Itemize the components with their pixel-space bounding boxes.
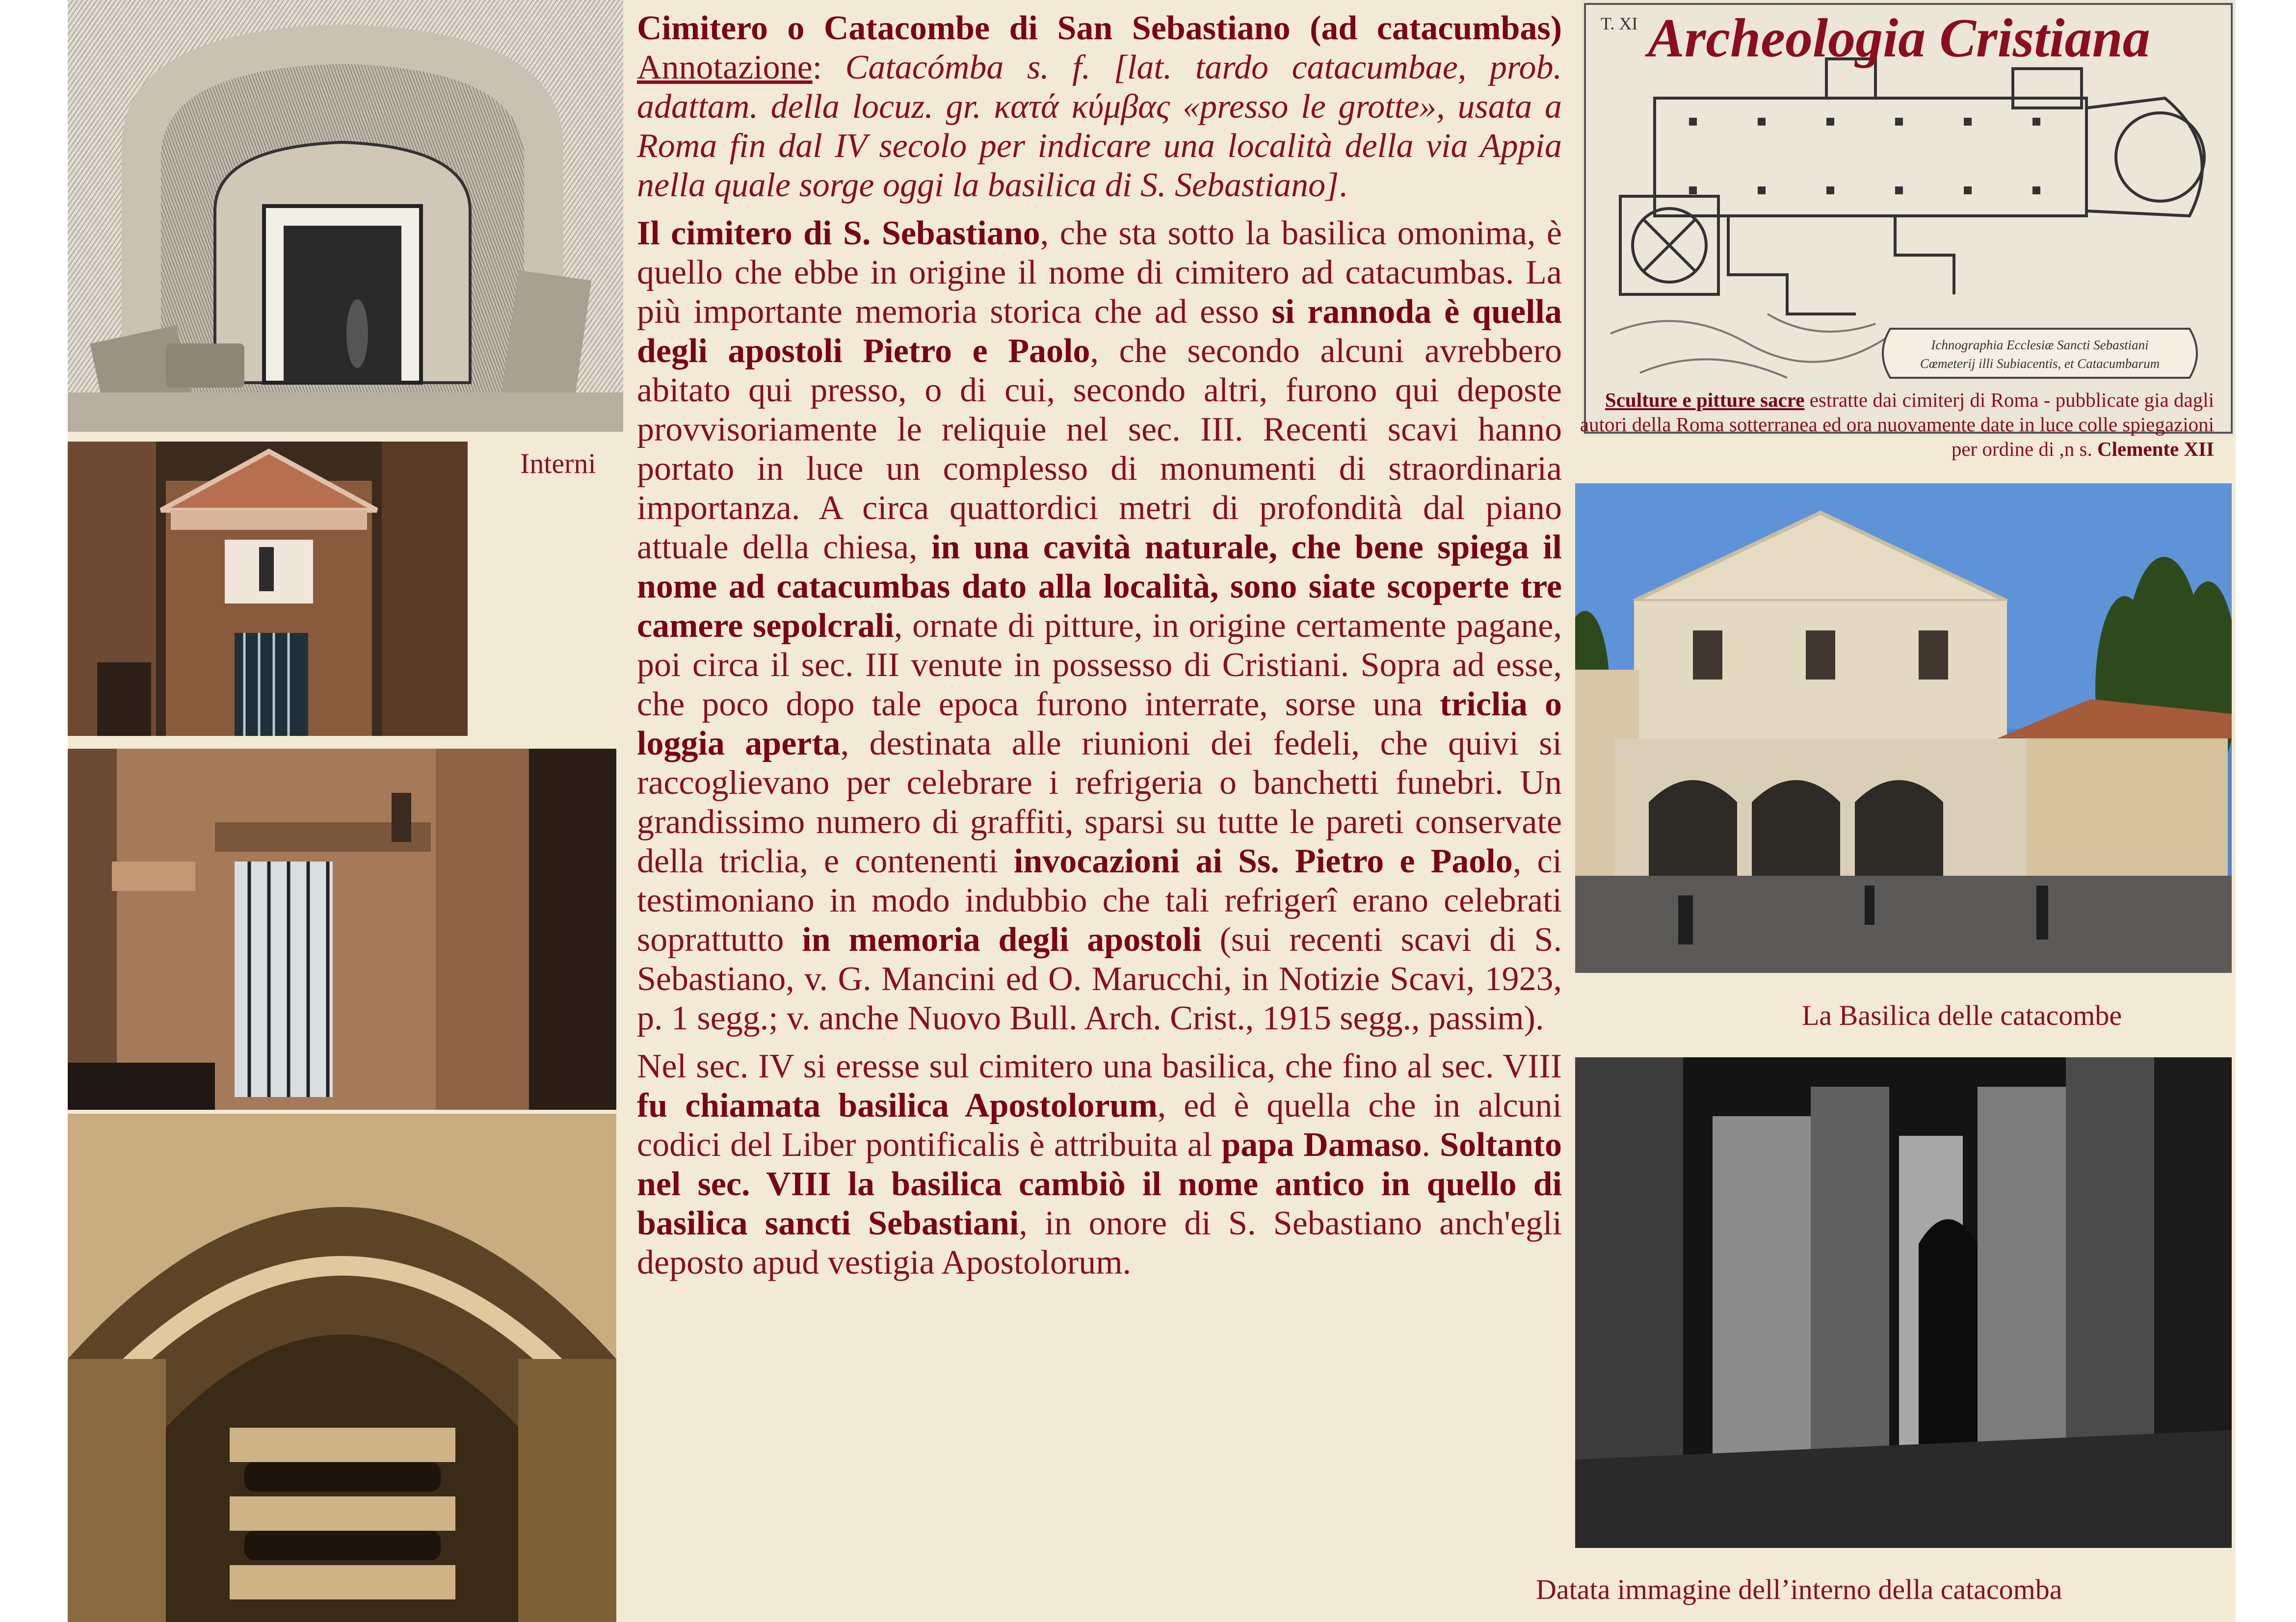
catacomb-interior-photo	[1575, 1057, 2232, 1548]
plan-source-caption: Sculture e pitture sacre estratte dai cimiterj di Roma - pubblicate gia dagli autori della Roma sotterranea ed ora nuovamente date in luce colle spiegazioni per ordine di ,n s. Clemente XII	[1580, 389, 2214, 460]
caption-basilica: La Basilica delle catacombe	[1802, 999, 2122, 1031]
paragraph-intro: Cimitero o Catacombe di San Sebastiano (ad catacumbas) Annotazione: Catacómba s. f. [lat. tardo catacumbae, prob. adattam. della locuz. gr. κατά κύμβας «presso le grotte», usata a Roma fin dal IV secolo per indicare una località della via Appia nella quale sorge oggi la basilica di S. Sebastiano].	[637, 9, 1562, 204]
paragraph-basilica: Nel sec. IV si eresse sul cimitero una basilica, che fino al sec. VIII fu chiamata basilica Apostolorum, ed è quella che in alcuni codici del Liber pontificalis è attribuita al papa Damaso. Soltanto nel sec. VIII la basilica cambiò il nome antico in quello di basilica sancti Sebastiani, in onore di S. Sebastiano anch'egli deposto apud vestigia Apostolorum.	[637, 1047, 1562, 1282]
plan-cartouche-line2: Cœmeterij illi Subiacentis, et Catacumbarum	[1920, 356, 2160, 371]
annotation-label: Annotazione	[637, 49, 813, 86]
tomb-facade-photo	[68, 442, 468, 736]
painted-vault-photo	[68, 1114, 616, 1622]
page-title: Archeologia Cristiana	[1648, 8, 2150, 69]
paragraph-history: Il cimitero di S. Sebastiano, che sta sotto la basilica omonima, è quello che ebbe in origine il nome di cimitero ad catacumbas. La più importante memoria storica che ad esso si rannoda è quella degli apostoli Pietro e Paolo, che secondo alcuni avrebbero abitato qui presso, o di cui, secondo altri, furono qui deposte provvisoriamente le reliquie nel sec. III. Recenti scavi hanno portato in luce un complesso di monumenti di straordinaria importanza. A circa quattordici metri di profondità dal piano attuale della chiesa, in una cavità naturale, che bene spiega il nome ad catacumbas dato alla località, sono siate scoperte tre camere sepolcrali, ornate di pitture, in origine certamente pagane, poi circa il sec. III venute in possesso di Cristiani. Sopra ad esse, che poco dopo tale epoca furono interrate, sorse una triclia o loggia aperta, destinata alle riunioni dei fedeli, che quivi si raccoglievano per celebrare i refrigeria o banchetti funebri. Un grandissimo numero di graffiti, sparsi su tutte le pareti conservate della triclia, e contenenti invocazioni ai Ss. Pietro e Paolo, ci testimoniano in modo indubbio che tali refrigerî erano celebrati soprattutto in memoria degli apostoli (sui recenti scavi di S. Sebastiano, v. G. Mancini ed O. Marucchi, in Notizie Scavi, 1923, p. 1 segg.; v. anche Nuovo Bull. Arch. Crist., 1915 segg., passim).	[637, 214, 1562, 1037]
caption-interior-old: Datata immagine dell’interno della catacomba	[1536, 1573, 2062, 1605]
plate-number: T. XI	[1601, 14, 1638, 33]
tomb-gate-photo	[68, 749, 616, 1110]
article-text	[637, 9, 1562, 1291]
caption-interni: Interni	[520, 447, 596, 479]
engraving-crypt-image	[68, 0, 623, 432]
plan-cartouche-line1: Ichnographia Ecclesiæ Sancti Sebastiani	[1931, 338, 2149, 352]
basilica-facade-photo	[1575, 483, 2232, 973]
